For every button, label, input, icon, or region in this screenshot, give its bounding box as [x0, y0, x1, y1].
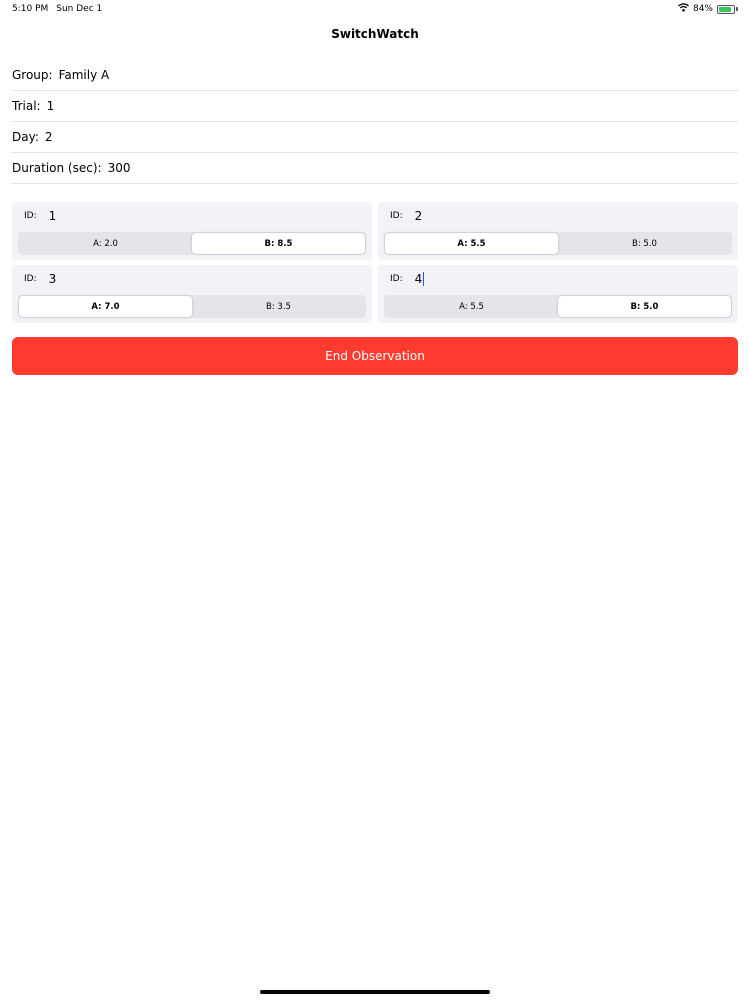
choice-segmented-control	[18, 295, 366, 318]
option-b-segment[interactable]: B: 5.0	[632, 238, 657, 249]
duration-field[interactable]	[12, 153, 738, 184]
option-a-segment[interactable]: A: 5.5	[385, 233, 558, 254]
choice-segmented-control	[384, 295, 732, 318]
id-input-active[interactable]	[415, 272, 425, 286]
option-a-segment[interactable]: A: 7.0	[19, 296, 192, 317]
subject-grid	[12, 202, 738, 323]
choice-segmented-control	[18, 232, 366, 255]
id-label: ID:	[24, 274, 37, 284]
subject-id-row	[24, 209, 56, 223]
page-title: SwitchWatch	[331, 27, 419, 41]
group-field[interactable]	[12, 60, 738, 91]
status-left	[12, 4, 102, 14]
status-time: 5:10 PM	[12, 4, 49, 14]
subject-card	[378, 265, 738, 323]
option-a-segment[interactable]: A: 5.5	[459, 301, 484, 312]
subject-id-row	[24, 272, 56, 286]
text-cursor	[423, 272, 424, 286]
subject-id-row	[390, 272, 424, 286]
battery-icon	[717, 5, 735, 14]
group-label: Group:	[12, 68, 53, 82]
status-bar	[0, 0, 750, 18]
id-input-text[interactable]: 4	[414, 272, 423, 286]
subject-card	[378, 202, 738, 260]
duration-label: Duration (sec):	[12, 161, 102, 175]
day-field[interactable]	[12, 122, 738, 153]
day-label: Day:	[12, 130, 39, 144]
trial-field[interactable]	[12, 91, 738, 122]
group-value[interactable]: Family A	[58, 68, 110, 82]
id-label: ID:	[390, 274, 403, 284]
status-date: Sun Dec 1	[56, 4, 103, 14]
id-input[interactable]: 1	[48, 209, 57, 223]
option-a-segment[interactable]: A: 2.0	[93, 238, 118, 249]
option-b-segment[interactable]: B: 3.5	[266, 301, 291, 312]
trial-value[interactable]: 1	[46, 99, 55, 113]
id-input[interactable]: 2	[414, 209, 423, 223]
status-right	[678, 3, 738, 15]
choice-segmented-control	[384, 232, 732, 255]
option-b-segment[interactable]: B: 8.5	[192, 233, 365, 254]
wifi-icon	[678, 3, 689, 15]
subject-card	[12, 265, 372, 323]
trial-label: Trial:	[12, 99, 41, 113]
id-label: ID:	[390, 211, 403, 221]
info-list	[12, 60, 738, 184]
duration-value[interactable]: 300	[107, 161, 131, 175]
id-input[interactable]: 3	[48, 272, 57, 286]
id-label: ID:	[24, 211, 37, 221]
home-indicator[interactable]	[260, 990, 490, 994]
battery-fill	[719, 7, 731, 12]
end-observation-button[interactable]: End Observation	[12, 337, 738, 375]
subject-id-row	[390, 209, 422, 223]
battery-tip	[736, 7, 738, 11]
day-value[interactable]: 2	[44, 130, 53, 144]
battery-percent: 84%	[692, 4, 713, 14]
subject-card	[12, 202, 372, 260]
option-b-segment[interactable]: B: 5.0	[558, 296, 731, 317]
